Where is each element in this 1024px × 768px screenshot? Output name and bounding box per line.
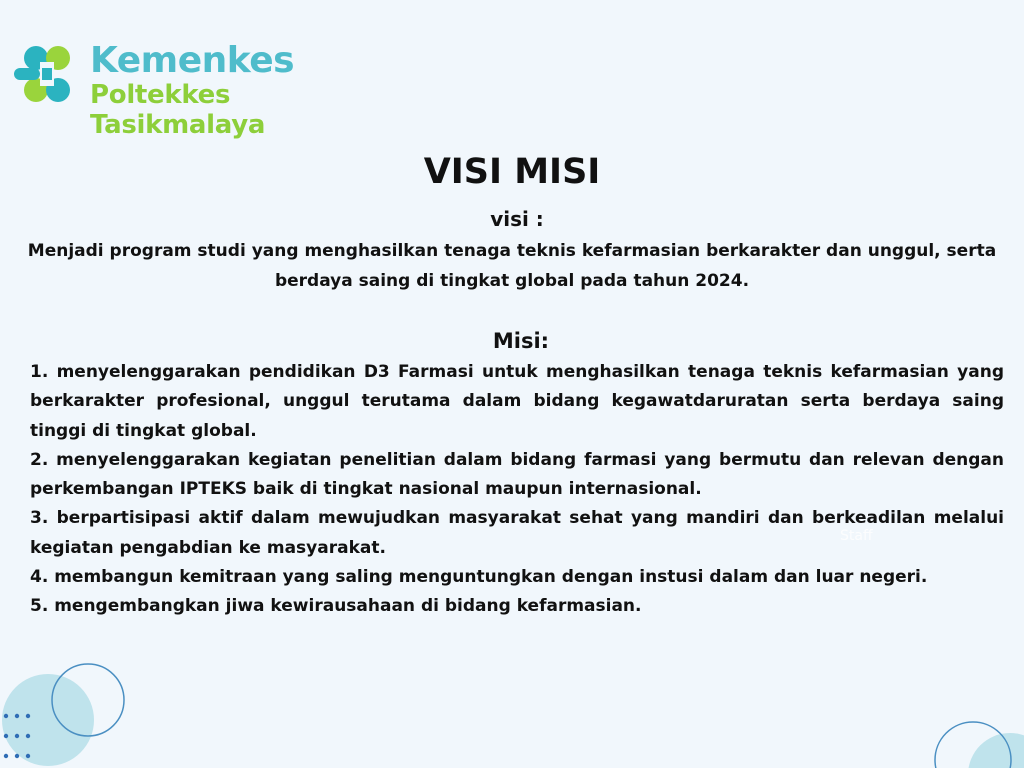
misi-item-5: 5. mengembangkan jiwa kewirausahaan di bidang kefarmasian. — [30, 596, 642, 617]
misi-item-3: 3. berpartisipasi aktif dalam mewujudkan masyarakat sehat yang mandiri dan berkeadilan melalui kegiatan pengabdian ke masyarakat. — [30, 508, 1004, 558]
bottom-right-outline-circle — [935, 722, 1011, 768]
misi-item-1: 1. menyelenggarakan pendidikan D3 Farmasi untuk menghasilkan tenaga teknis kefarmasian yang berkarakter profesional, unggul terutama dalam bidang kegawatdaruratan serta berdaya saing tinggi di tingkat global. — [30, 362, 1004, 441]
misi-item-4: 4. membangun kemitraan yang saling menguntungkan dengan instusi dalam dan luar negeri. — [30, 567, 928, 588]
bottom-left-outline-circle — [52, 664, 124, 736]
dot-grid-icon — [4, 714, 30, 758]
faint-staff-label: Staff — [840, 528, 873, 544]
logo-brand-text: Kemenkes — [90, 40, 295, 81]
visi-statement: Menjadi program studi yang menghasilkan tenaga teknis kefarmasian berkarakter dan unggul, serta berdaya saing di tingkat global pada tahun 2024. — [27, 241, 997, 291]
logo-institution-text: Poltekkes Tasikmalaya — [90, 80, 266, 140]
misi-item-2: 2. menyelenggarakan kegiatan penelitian dalam bidang farmasi yang bermutu dan relevan dengan perkembangan IPTEKS baik di tingkat nasional maupun internasional. — [30, 449, 1004, 500]
kemenkes-logo-icon — [14, 42, 78, 108]
bottom-left-filled-circle — [2, 674, 94, 766]
misi-heading: Misi: — [492, 329, 550, 353]
page-title: VISI MISI — [423, 152, 601, 192]
bottom-right-filled-circle — [968, 733, 1024, 768]
visi-heading: visi : — [490, 207, 544, 231]
misi-list — [30, 358, 1004, 622]
kemenkes-logo — [14, 40, 414, 140]
